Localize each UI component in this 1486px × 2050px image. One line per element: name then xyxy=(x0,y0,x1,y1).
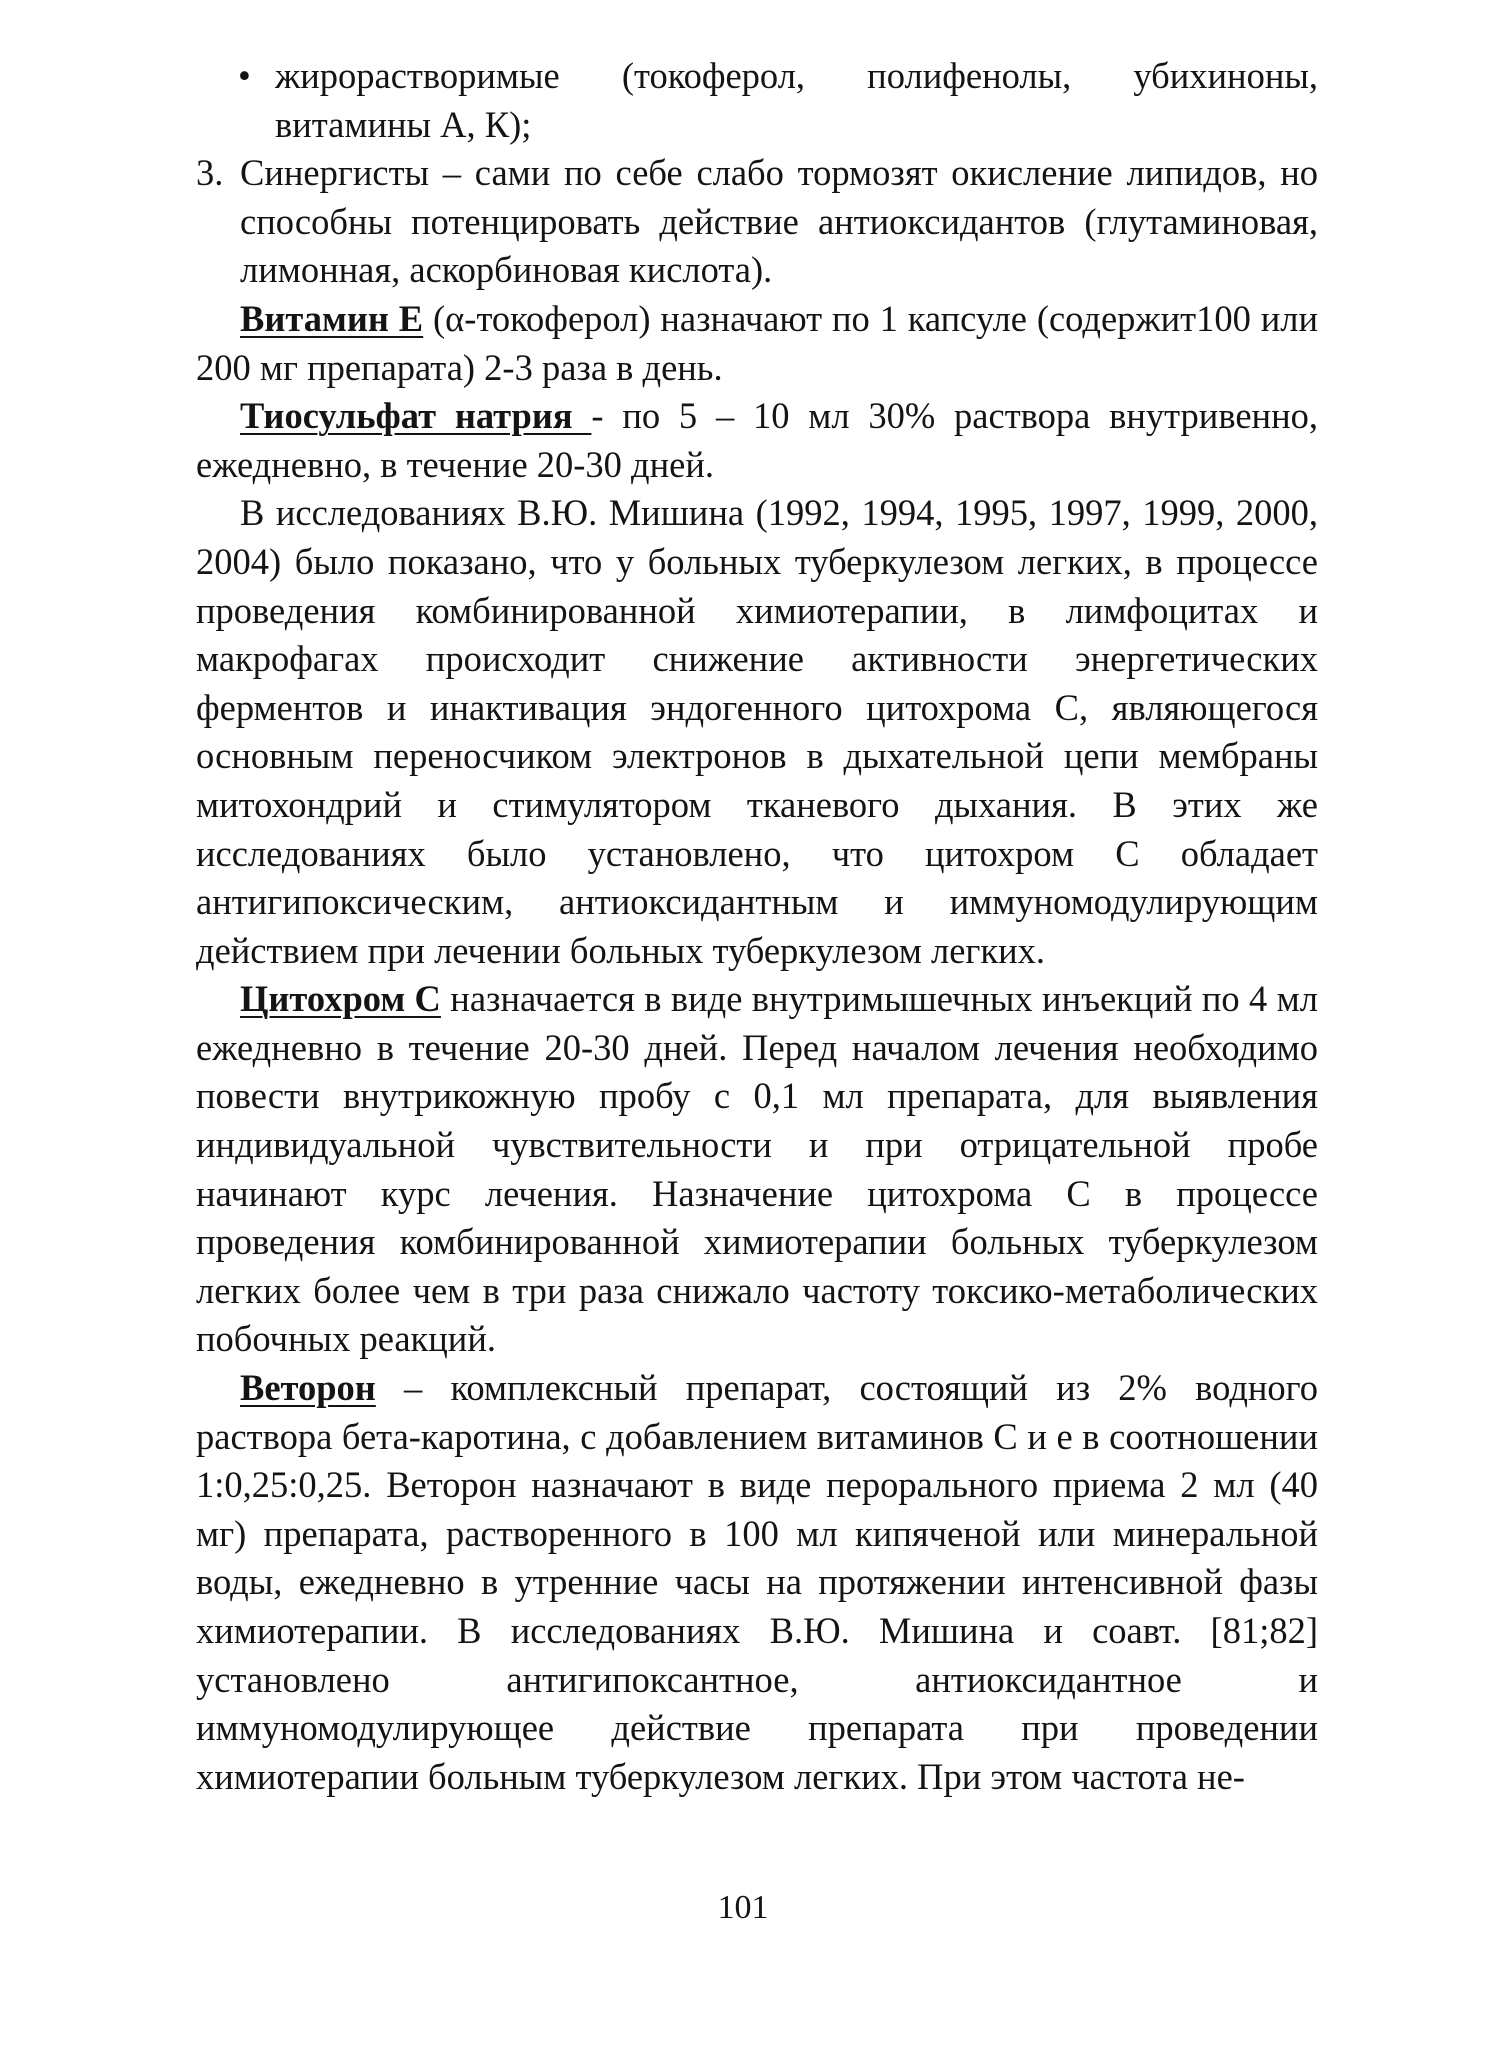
paragraph-text: – комплексный препарат, состоящий из 2% водного раствора бета-каротина, с добавлением витаминов С и е в соотношении 1:0,25:0,25. Веторон назначают в виде перорального приема 2 мл (40 мг) препарата, растворенного в 100 мл кипяченой или минеральной воды, ежедневно в утренние часы на протяжении интенсивной фазы химиотерапии. В исследованиях В.Ю. Мишина и соавт. [81;82] установлено антигипоксантное, антиоксидантное и иммуномодулирующее действие препарата при проведении химиотерапии больным туберкулезом легких. При этом частота не- xyxy=(196,1367,1318,1797)
paragraph-cytochrome xyxy=(196,975,1318,1364)
paragraph-text: В исследованиях В.Ю. Мишина (1992, 1994, 1995, 1997, 1999, 2000, 2004) было показано, что у больных туберкулезом легких, в процессе проведения комбинированной химиотерапии, в лимфоцитах и макрофагах происходит снижение активности энергетических ферментов и инактивация эндогенного цитохрома С, являющегося основным переносчиком электронов в дыхательной цепи мембраны митохондрий и стимулятором тканевого дыхания. В этих же исследованиях было установлено, что цитохром С обладает антигипоксическим, антиоксидантным и иммуномодулирующим действием при лечении больных туберкулезом легких. xyxy=(196,492,1318,971)
list-item-text: жирорастворимые (токоферол, полифенолы, убихиноны, витамины А, К); xyxy=(275,55,1318,145)
paragraph-research xyxy=(196,489,1318,975)
term-vitamin-e: Витамин Е xyxy=(240,297,424,339)
page-number: 101 xyxy=(717,1889,769,1926)
list-item-synergists xyxy=(196,149,1318,295)
page-body xyxy=(196,52,1318,1801)
list-item-text: Синергисты – сами по себе слабо тормозят окисление липидов, но способны потенцировать действие антиоксидантов (глутаминовая, лимонная, аскорбиновая кислота). xyxy=(240,152,1318,291)
paragraph-text: назначается в виде внутримышечных инъекций по 4 мл ежедневно в течение 20-30 дней. Перед началом лечения необходимо повести внутрикожную пробу с 0,1 мл препарата, для выявления индивидуальной чувствительности и при отрицательной пробе начинают курс лечения. Назначение цитохрома С в процессе проведения комбинированной химиотерапии больных туберкулезом легких более чем в три раза снижало частоту токсико-метаболических побочных реакций. xyxy=(196,978,1318,1360)
term-cytochrome: Цитохром С xyxy=(240,978,441,1020)
paragraph-thiosulfate xyxy=(196,392,1318,489)
paragraph-text: (α-токоферол) назначают по 1 капсуле (содержит100 или 200 мг препарата) 2-3 раза в день. xyxy=(196,297,1318,388)
term-thiosulfate: Тиосульфат натрия xyxy=(240,395,592,437)
list-item-fat-soluble xyxy=(196,52,1318,149)
paragraph-veteron xyxy=(196,1364,1318,1801)
paragraph-text: - по 5 – 10 мл 30% раствора внутривенно, ежедневно, в течение 20-30 дней. xyxy=(196,395,1318,485)
paragraph-vitamin-e xyxy=(196,295,1318,392)
term-veteron: Веторон xyxy=(240,1367,376,1409)
list-item-number: 3. xyxy=(196,152,224,194)
bullet-icon: • xyxy=(238,55,251,96)
